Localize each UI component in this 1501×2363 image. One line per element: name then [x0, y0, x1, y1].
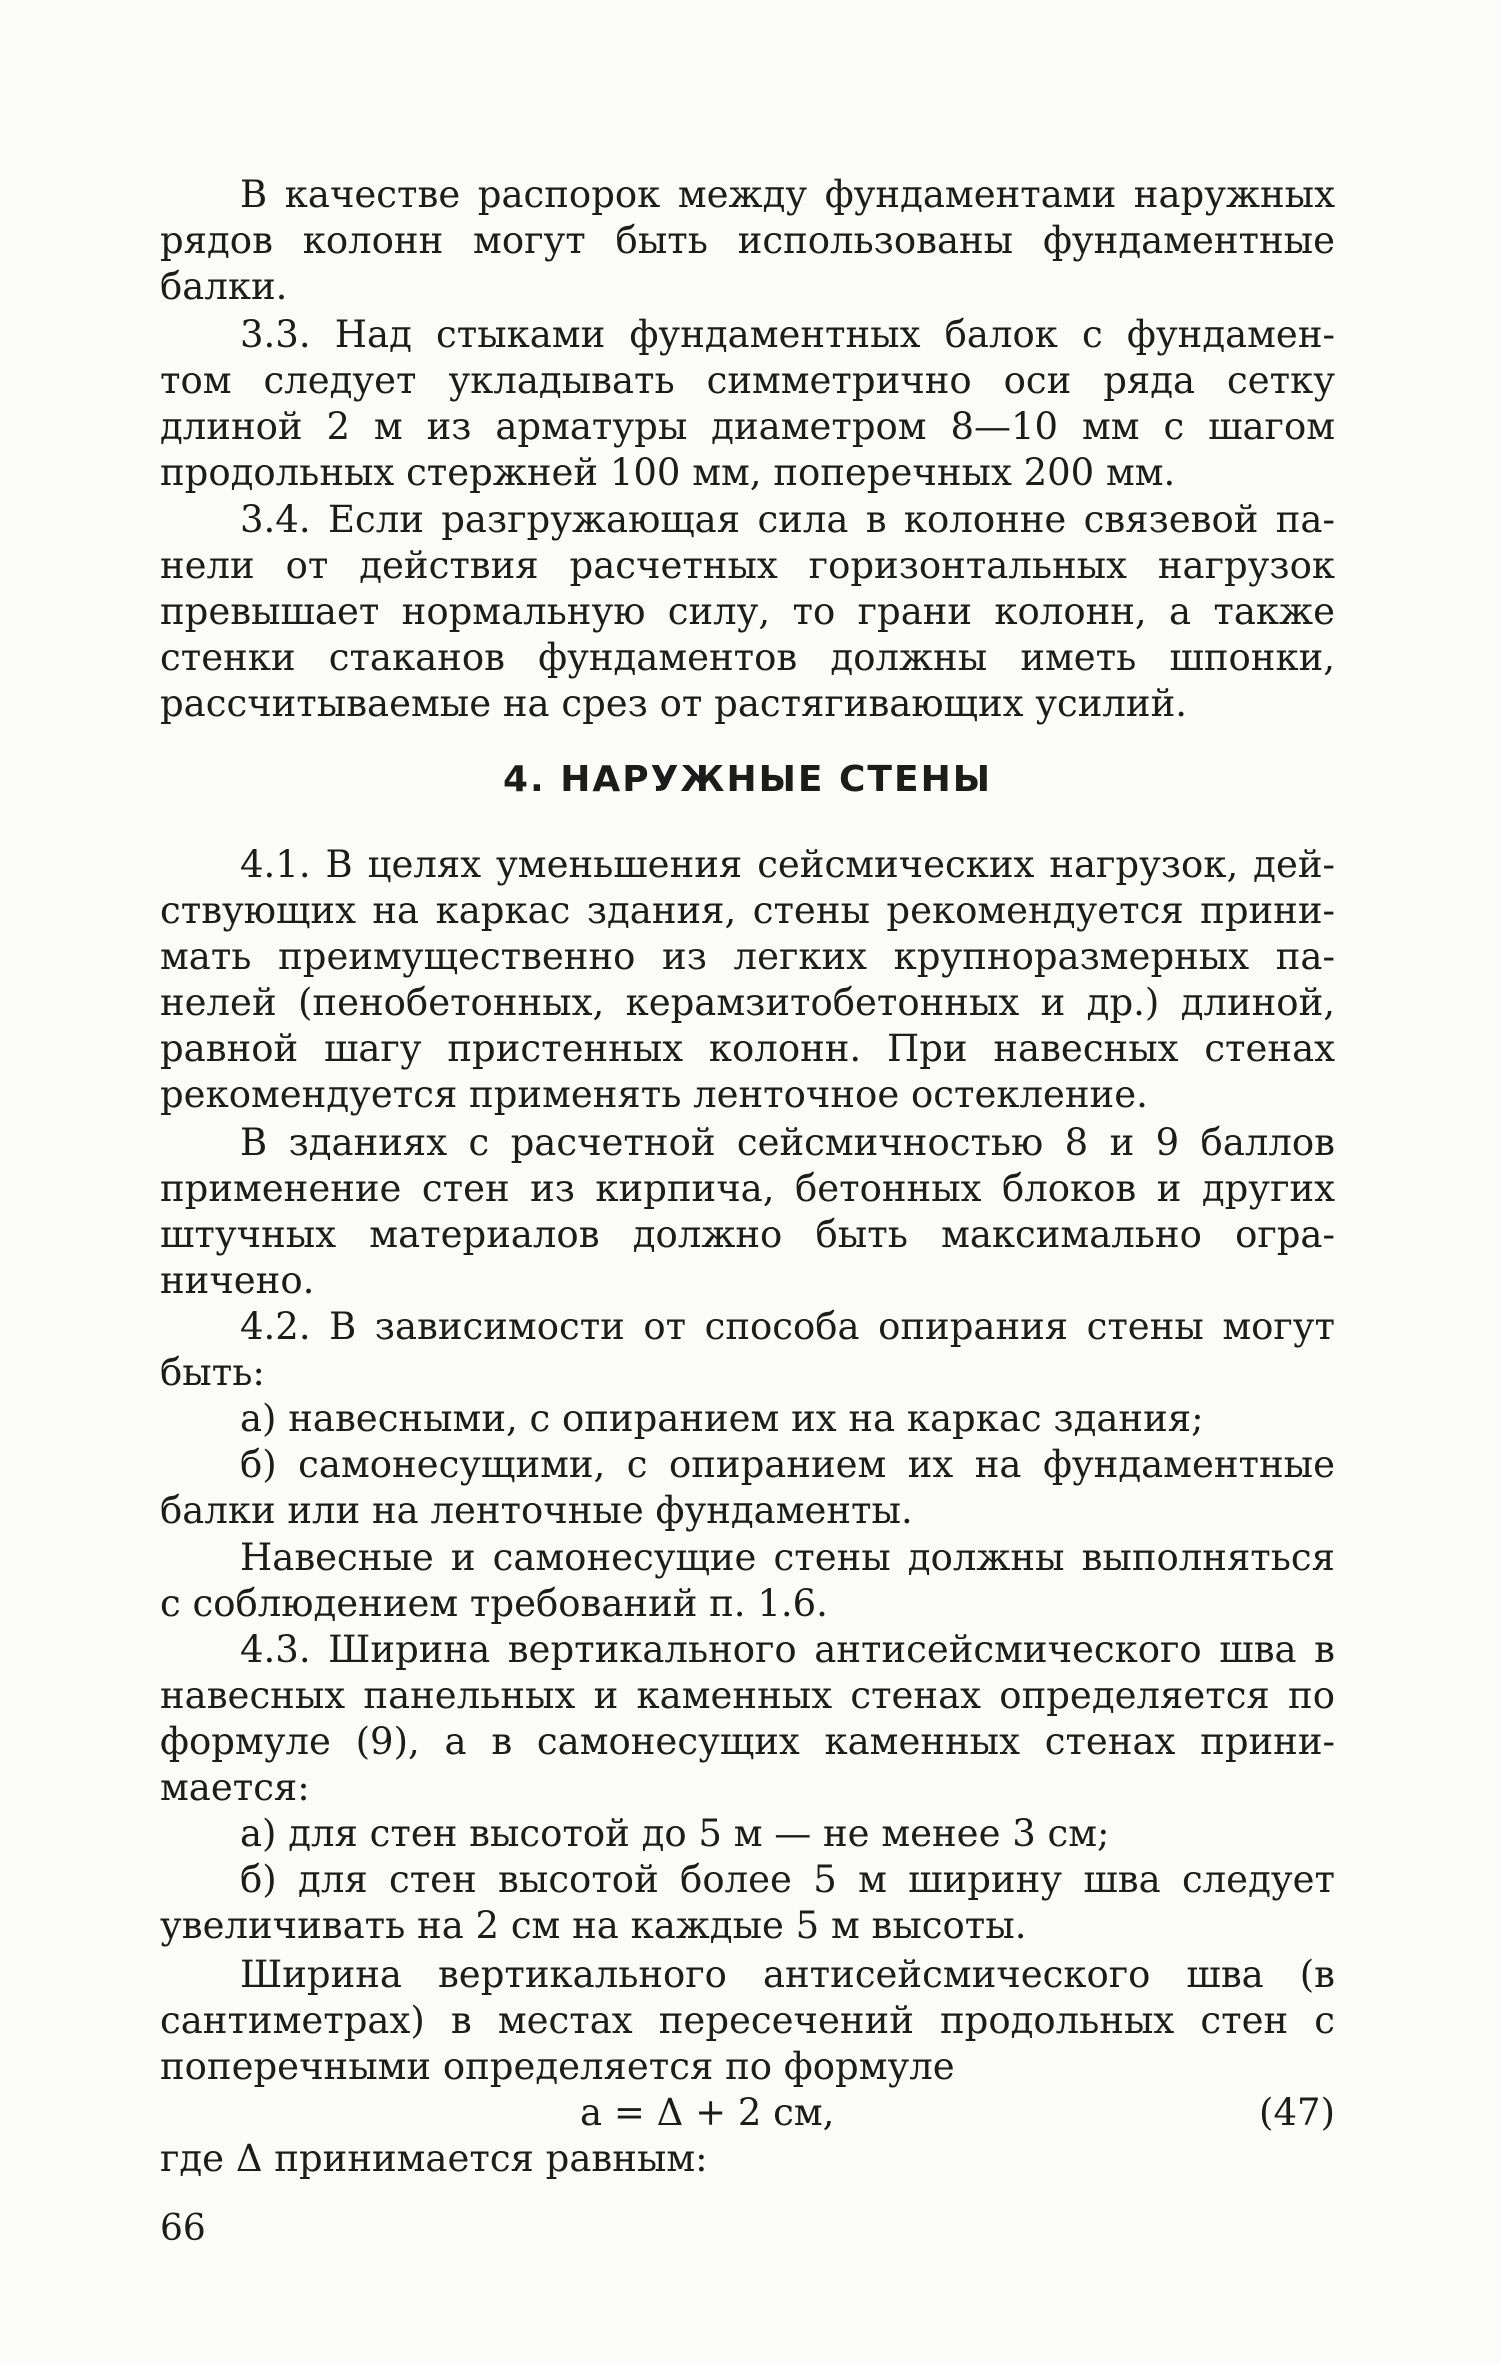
text-line: ничено.: [160, 1259, 315, 1302]
text-line: равной шагу пристенных колонн. При навесных стенах: [160, 1027, 1335, 1070]
text-line: 4.3. Ширина вертикального антисейсмического шва в: [240, 1628, 1335, 1671]
text-line: сантиметрах) в местах пересечений продольных стен с: [160, 1999, 1335, 2042]
text-line: формуле (9), а в самонесущих каменных стенах прини-: [160, 1720, 1335, 1763]
text-line: ствующих на каркас здания, стены рекомендуется прини-: [160, 889, 1335, 932]
text-line: 4.1. В целях уменьшения сейсмических нагрузок, дей-: [240, 843, 1335, 886]
text-line: 3.4. Если разгружающая сила в колонне связевой па-: [240, 498, 1335, 541]
text-line: рассчитываемые на срез от растягивающих усилий.: [160, 682, 1187, 725]
text-line: стенки стаканов фундаментов должны иметь шпонки,: [160, 636, 1335, 679]
text-line: б) для стен высотой более 5 м ширину шва следует: [240, 1858, 1335, 1901]
text-line: балки или на ленточные фундаменты.: [160, 1489, 913, 1532]
text-line: В качестве распорок между фундаментами наружных: [240, 173, 1335, 216]
text-line: Ширина вертикального антисейсмического шва (в: [240, 1953, 1335, 1996]
text-line: 4.2. В зависимости от способа опирания стены могут: [240, 1305, 1335, 1348]
text-line: применение стен из кирпича, бетонных блоков и других: [160, 1167, 1335, 1210]
section-heading: 4. НАРУЖНЫЕ СТЕНЫ: [502, 759, 992, 800]
text-line: поперечными определяется по формуле: [160, 2045, 955, 2088]
text-line: где Δ принимается равным:: [160, 2137, 708, 2180]
page-number: 66: [160, 2208, 206, 2249]
text-line: превышает нормальную силу, то грани колонн, а также: [160, 590, 1335, 633]
text-line: том следует укладывать симметрично оси ряда сетку: [160, 359, 1335, 402]
formula-number: (47): [1259, 2091, 1335, 2134]
text-line: быть:: [160, 1351, 265, 1394]
text-line: рядов колонн могут быть использованы фундаментные: [160, 219, 1335, 262]
text-line: а) для стен высотой до 5 м — не менее 3 см;: [240, 1812, 1110, 1855]
text-line: нели от действия расчетных горизонтальных нагрузок: [160, 544, 1335, 587]
text-line: В зданиях с расчетной сейсмичностью 8 и 9 баллов: [240, 1121, 1335, 1164]
text-line: нелей (пенобетонных, керамзитобетонных и др.) длиной,: [160, 981, 1335, 1024]
formula: a = Δ + 2 см,: [580, 2091, 835, 2134]
text-line: б) самонесущими, с опиранием их на фундаментные: [240, 1443, 1335, 1486]
text-line: Навесные и самонесущие стены должны выполняться: [240, 1536, 1335, 1579]
text-line: а) навесными, с опиранием их на каркас здания;: [240, 1397, 1204, 1440]
text-line: рекомендуется применять ленточное остекление.: [160, 1073, 1148, 1116]
text-line: с соблюдением требований п. 1.6.: [160, 1582, 828, 1625]
text-line: мать преимущественно из легких крупноразмерных па-: [160, 935, 1335, 978]
text-line: 3.3. Над стыками фундаментных балок с фундамен-: [240, 313, 1335, 356]
text-line: штучных материалов должно быть максимально огра-: [160, 1213, 1335, 1256]
text-line: увеличивать на 2 см на каждые 5 м высоты.: [160, 1904, 1027, 1947]
text-line: навесных панельных и каменных стенах определяется по: [160, 1674, 1335, 1717]
text-line: длиной 2 м из арматуры диаметром 8—10 мм с шагом: [160, 405, 1335, 448]
text-line: балки.: [160, 265, 288, 308]
text-line: мается:: [160, 1766, 310, 1809]
text-line: продольных стержней 100 мм, поперечных 200 мм.: [160, 451, 1176, 494]
